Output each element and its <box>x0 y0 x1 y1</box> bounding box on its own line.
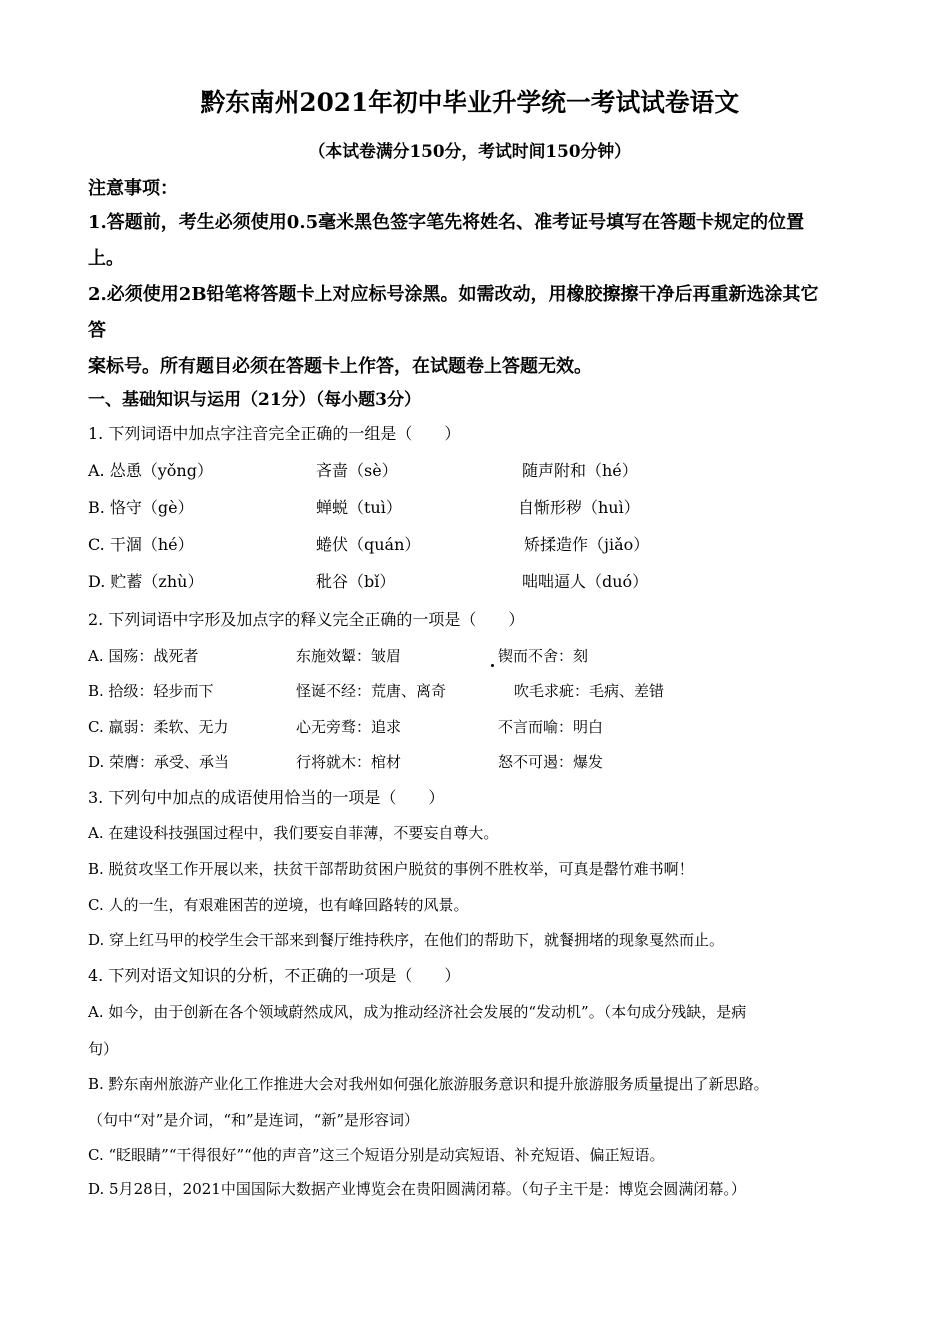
q1-stem: 1. 下列词语中加点字注音完全正确的一组是（ ） <box>88 424 461 443</box>
notice-heading: 注意事项： <box>88 178 178 199</box>
q1-row-a-col2: 吝啬（sè） <box>316 461 398 480</box>
q1-row-b-col1: B. 恪守（gè） <box>88 498 194 517</box>
q2-row-b-col3: 吹毛求疵：毛病、差错 <box>514 682 665 700</box>
notice-line-1: 1.答题前，考生必须使用0.5毫米黑色签字笔先将姓名、准考证号填写在答题卡规定的位置 <box>88 212 805 233</box>
q1-row-c-col2: 蜷伏（quán） <box>316 535 421 554</box>
q1-row-b-col3: 自惭形秽（huì） <box>518 498 640 517</box>
q1-row-d-col2: 秕谷（bǐ） <box>316 572 396 591</box>
q4-stem: 4. 下列对语文知识的分析，不正确的一项是（ ） <box>88 966 461 985</box>
q3-stem: 3. 下列句中加点的成语使用恰当的一项是（ ） <box>88 788 445 807</box>
q2-row-c-col3: 不言而喻：明白 <box>498 718 604 736</box>
q2-row-b-col2: 怪诞不经：荒唐、离奇 <box>296 682 447 700</box>
q2-row-d-col2: 行将就木：棺材 <box>296 753 402 771</box>
q2-row-b-col1: B. 拾级：轻步而下 <box>88 682 214 700</box>
q2-row-a-col2: 东施效颦：皱眉 <box>296 647 402 665</box>
q4-option-a: A. 如今，由于创新在各个领域蔚然成风，成为推动经济社会发展的“发动机”。（本句成分残缺，是病 <box>88 1003 747 1021</box>
q4-option-b: B. 黔东南州旅游产业化工作推进大会对我州如何强化旅游服务意识和提升旅游服务质量提出了新思路。 <box>88 1075 769 1093</box>
q1-row-c-col3: 矫揉造作（jiǎo） <box>524 535 650 554</box>
q4-option-d: D. 5月28日，2021中国国际大数据产业博览会在贵阳圆满闭幕。（句子主干是：博览会圆满闭幕。） <box>88 1180 746 1198</box>
q2-row-d-col3: 怒不可遏：爆发 <box>498 753 604 771</box>
q2-row-d-col1: D. 荣膺：承受、承当 <box>88 753 230 771</box>
q1-row-a-col1: A. 怂恿（yǒng） <box>88 461 213 480</box>
q2-row-a-col1: A. 国殇：战死者 <box>88 647 199 665</box>
notice-line-2: 2.必须使用2B铅笔将答题卡上对应标号涂黑。如需改动，用橡胶擦擦干净后再重新选涂其它 <box>88 284 819 305</box>
q4-option-b-cont: （句中“对”是介词，“和”是连词，“新”是形容词） <box>88 1111 420 1129</box>
q4-option-c: C. “眨眼睛”“干得很好”“他的声音”这三个短语分别是动宾短语、补充短语、偏正短语。 <box>88 1146 665 1164</box>
q1-row-d-col3: 咄咄逼人（duó） <box>522 572 649 591</box>
emphasis-dot <box>491 664 494 667</box>
q4-option-a-cont: 句） <box>88 1040 119 1058</box>
q1-row-c-col1: C. 干涸（hé） <box>88 535 194 554</box>
q3-option-d: D. 穿上红马甲的校学生会干部来到餐厅维持秩序，在他们的帮助下，就餐拥堵的现象戛然而止。 <box>88 931 725 949</box>
q2-row-c-col1: C. 羸弱：柔软、无力 <box>88 718 229 736</box>
q2-row-c-col2: 心无旁骛：追求 <box>296 718 402 736</box>
section-heading: 一、基础知识与运用（21分）（每小题3分） <box>88 390 421 410</box>
page-title: 黔东南州2021年初中毕业升学统一考试试卷语文 <box>200 88 740 117</box>
page-subtitle: （本试卷满分150分，考试时间150分钟） <box>308 142 631 162</box>
q1-row-a-col3: 随声附和（hé） <box>522 461 638 480</box>
notice-line-1-cont: 上。 <box>88 248 124 269</box>
q3-option-c: C. 人的一生，有艰难困苦的逆境，也有峰回路转的风景。 <box>88 896 469 914</box>
notice-line-3: 案标号。所有题目必须在答题卡上作答，在试题卷上答题无效。 <box>88 356 592 377</box>
q1-row-d-col1: D. 贮蓄（zhù） <box>88 572 204 591</box>
q2-row-a-col3: 锲而不舍：刻 <box>498 647 589 665</box>
q3-option-a: A. 在建设科技强国过程中，我们要妄自菲薄，不要妄自尊大。 <box>88 824 499 842</box>
q2-stem: 2. 下列词语中字形及加点字的释义完全正确的一项是（ ） <box>88 610 525 629</box>
notice-line-2-cont: 答 <box>88 320 106 341</box>
q1-row-b-col2: 蝉蜕（tuì） <box>316 498 402 517</box>
q3-option-b: B. 脱贫攻坚工作开展以来，扶贫干部帮助贫困户脱贫的事例不胜枚举，可真是罄竹难书啊！ <box>88 860 694 878</box>
